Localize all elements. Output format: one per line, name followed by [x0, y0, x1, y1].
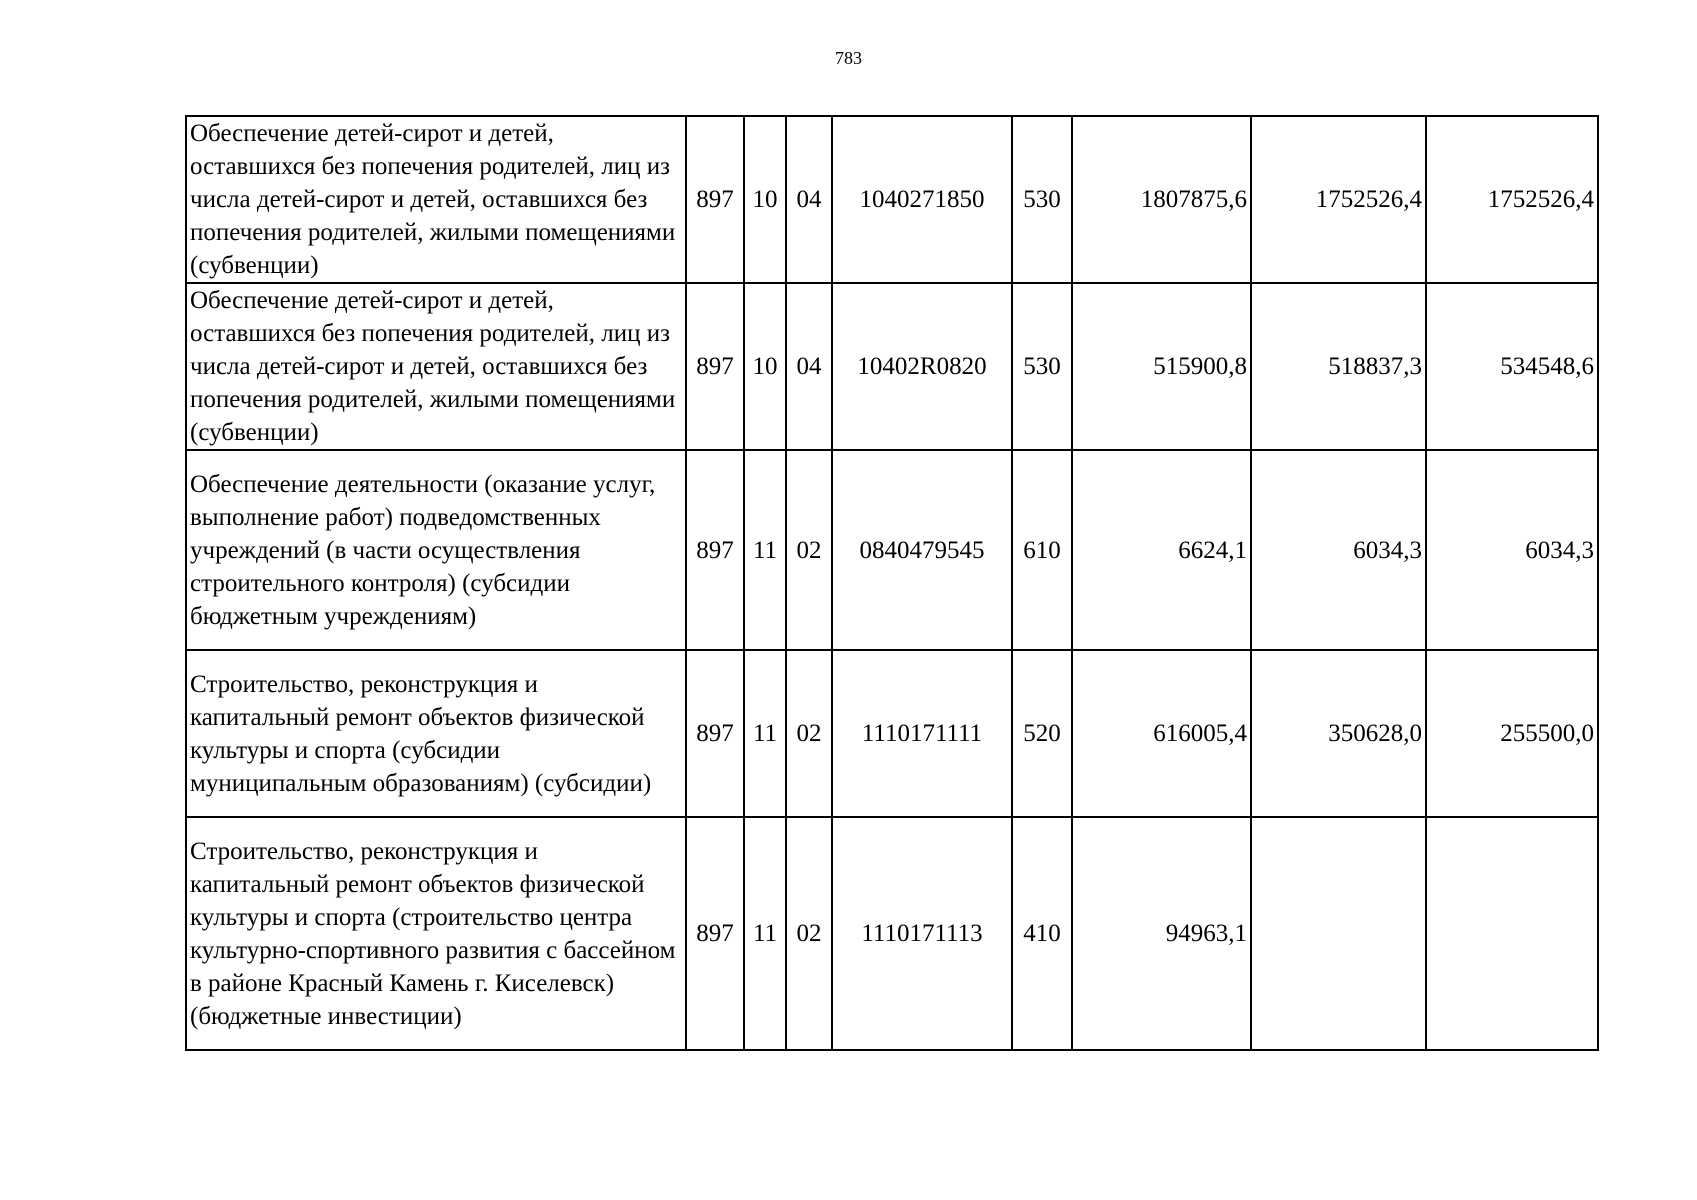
budget-table: [185, 115, 1599, 1051]
amount-2-cell: 350628,0: [1251, 650, 1426, 817]
expense-type-cell: 520: [1012, 650, 1072, 817]
target-article-cell: 1110171111: [832, 650, 1012, 817]
amount-1-cell: 515900,8: [1072, 283, 1251, 450]
section-code-cell: 11: [744, 650, 786, 817]
amount-3-cell: [1426, 817, 1598, 1050]
target-article-cell: 1040271850: [832, 116, 1012, 283]
amount-1-cell: 94963,1: [1072, 817, 1251, 1050]
subsection-code-cell: 04: [786, 116, 832, 283]
table-row: [186, 450, 1598, 650]
ministry-code-cell: 897: [686, 116, 744, 283]
section-code-cell: 10: [744, 283, 786, 450]
subsection-code-cell: 04: [786, 283, 832, 450]
expense-description-cell: Обеспечение детей-сирот и детей, оставшихся без попечения родителей, лиц из числа детей-сирот и детей, оставшихся без попечения родителей, жилыми помещениями (субвенции): [186, 283, 686, 450]
ministry-code-cell: 897: [686, 817, 744, 1050]
target-article-cell: 0840479545: [832, 450, 1012, 650]
expense-type-cell: 610: [1012, 450, 1072, 650]
expense-description-cell: Строительство, реконструкция и капитальный ремонт объектов физической культуры и спорта (строительство центра культурно-спортивного развития с бассейном в районе Красный Камень г. Киселевск) (бюджетные инвестиции): [186, 817, 686, 1050]
amount-1-cell: 1807875,6: [1072, 116, 1251, 283]
section-code-cell: 11: [744, 450, 786, 650]
section-code-cell: 11: [744, 817, 786, 1050]
expense-type-cell: 410: [1012, 817, 1072, 1050]
amount-3-cell: 1752526,4: [1426, 116, 1598, 283]
target-article-cell: 10402R0820: [832, 283, 1012, 450]
ministry-code-cell: 897: [686, 450, 744, 650]
table-row: [186, 817, 1598, 1050]
table-row: [186, 116, 1598, 283]
amount-3-cell: 534548,6: [1426, 283, 1598, 450]
amount-3-cell: 6034,3: [1426, 450, 1598, 650]
page-number: 783: [835, 48, 862, 68]
ministry-code-cell: 897: [686, 283, 744, 450]
amount-1-cell: 616005,4: [1072, 650, 1251, 817]
target-article-cell: 1110171113: [832, 817, 1012, 1050]
amount-2-cell: 1752526,4: [1251, 116, 1426, 283]
amount-2-cell: 518837,3: [1251, 283, 1426, 450]
amount-3-cell: 255500,0: [1426, 650, 1598, 817]
amount-2-cell: [1251, 817, 1426, 1050]
expense-description-cell: Строительство, реконструкция и капитальный ремонт объектов физической культуры и спорта (субсидии муниципальным образованиям) (субсидии): [186, 650, 686, 817]
amount-1-cell: 6624,1: [1072, 450, 1251, 650]
subsection-code-cell: 02: [786, 450, 832, 650]
expense-description-cell: Обеспечение детей-сирот и детей, оставшихся без попечения родителей, лиц из числа детей-сирот и детей, оставшихся без попечения родителей, жилыми помещениями (субвенции): [186, 116, 686, 283]
subsection-code-cell: 02: [786, 817, 832, 1050]
expense-type-cell: 530: [1012, 283, 1072, 450]
table-row: [186, 283, 1598, 450]
table-row: [186, 650, 1598, 817]
section-code-cell: 10: [744, 116, 786, 283]
amount-2-cell: 6034,3: [1251, 450, 1426, 650]
expense-description-cell: Обеспечение деятельности (оказание услуг, выполнение работ) подведомственных учреждений (в части осуществления строительного контроля) (субсидии бюджетным учреждениям): [186, 450, 686, 650]
ministry-code-cell: 897: [686, 650, 744, 817]
subsection-code-cell: 02: [786, 650, 832, 817]
expense-type-cell: 530: [1012, 116, 1072, 283]
